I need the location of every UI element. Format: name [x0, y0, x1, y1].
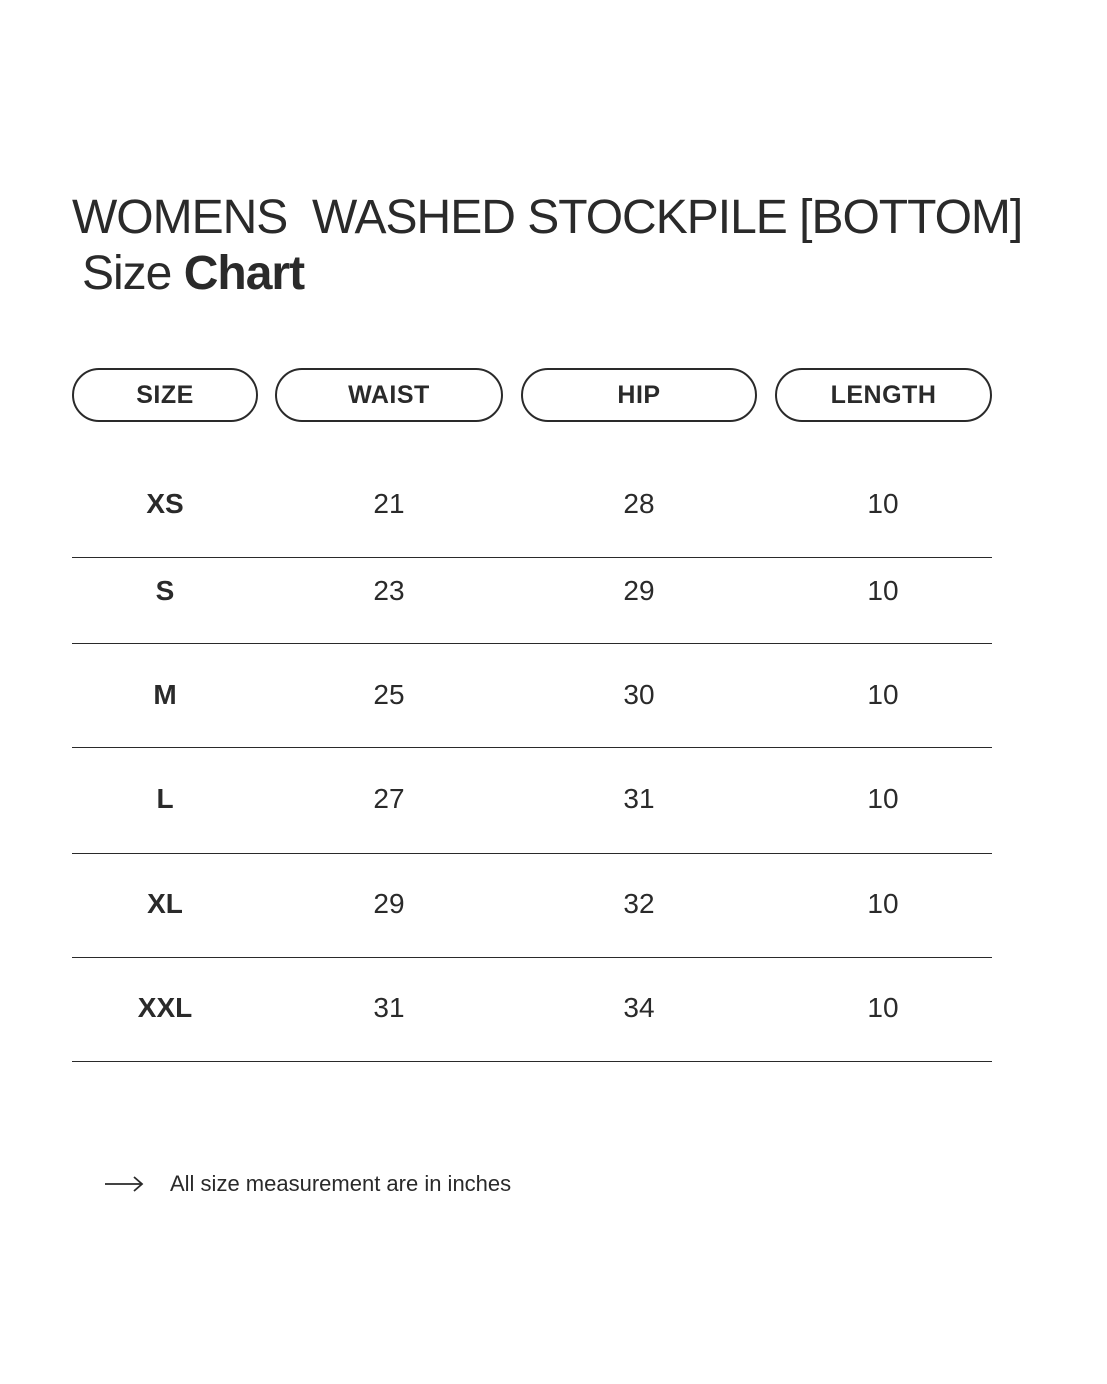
- cell-length: 10: [867, 992, 899, 1023]
- arrow-right-icon: [104, 1174, 144, 1194]
- row-divider: [72, 557, 992, 558]
- row-divider: [72, 747, 992, 748]
- measurement-note: [104, 1168, 511, 1200]
- header-length-pill: LENGTH: [775, 368, 992, 422]
- row-divider: [72, 957, 992, 958]
- title-line-1: WOMENS WASHED STOCKPILE [BOTTOM]: [72, 191, 1023, 244]
- cell-length: 10: [867, 679, 899, 710]
- cell-waist: 23: [373, 575, 405, 606]
- title-size-word: Size: [82, 247, 184, 300]
- cell-size: L: [156, 783, 174, 814]
- cell-size: XL: [147, 888, 183, 919]
- cell-size: XXL: [137, 992, 193, 1023]
- cell-length: 10: [867, 888, 899, 919]
- header-hip-pill: HIP: [521, 368, 757, 422]
- cell-size: S: [155, 575, 175, 606]
- cell-size: XS: [146, 488, 184, 519]
- cell-hip: 32: [623, 888, 655, 919]
- cell-length: 10: [867, 488, 899, 519]
- cell-waist: 25: [373, 679, 405, 710]
- cell-waist: 31: [373, 992, 405, 1023]
- cell-hip: 31: [623, 783, 655, 814]
- cell-hip: 34: [623, 992, 655, 1023]
- header-waist-pill: WAIST: [275, 368, 503, 422]
- cell-length: 10: [867, 783, 899, 814]
- cell-hip: 29: [623, 575, 655, 606]
- cell-hip: 30: [623, 679, 655, 710]
- table-row: [72, 992, 992, 1063]
- cell-waist: 21: [373, 488, 405, 519]
- table-row: [72, 888, 992, 959]
- cell-size: M: [153, 679, 177, 710]
- cell-waist: 27: [373, 783, 405, 814]
- table-row: [72, 488, 992, 558]
- title-line-2: [72, 246, 1062, 302]
- header-size-pill: SIZE: [72, 368, 258, 422]
- title-chart-word: Chart: [183, 247, 305, 300]
- row-divider: [72, 1061, 992, 1062]
- row-divider: [72, 643, 992, 644]
- table-row: [72, 575, 992, 645]
- cell-hip: 28: [623, 488, 655, 519]
- table-row: [72, 679, 992, 749]
- cell-waist: 29: [373, 888, 405, 919]
- row-divider: [72, 853, 992, 854]
- page-title: [72, 190, 1062, 302]
- cell-length: 10: [867, 575, 899, 606]
- note-text: All size measurement are in inches: [170, 1171, 512, 1196]
- table-row: [72, 783, 992, 855]
